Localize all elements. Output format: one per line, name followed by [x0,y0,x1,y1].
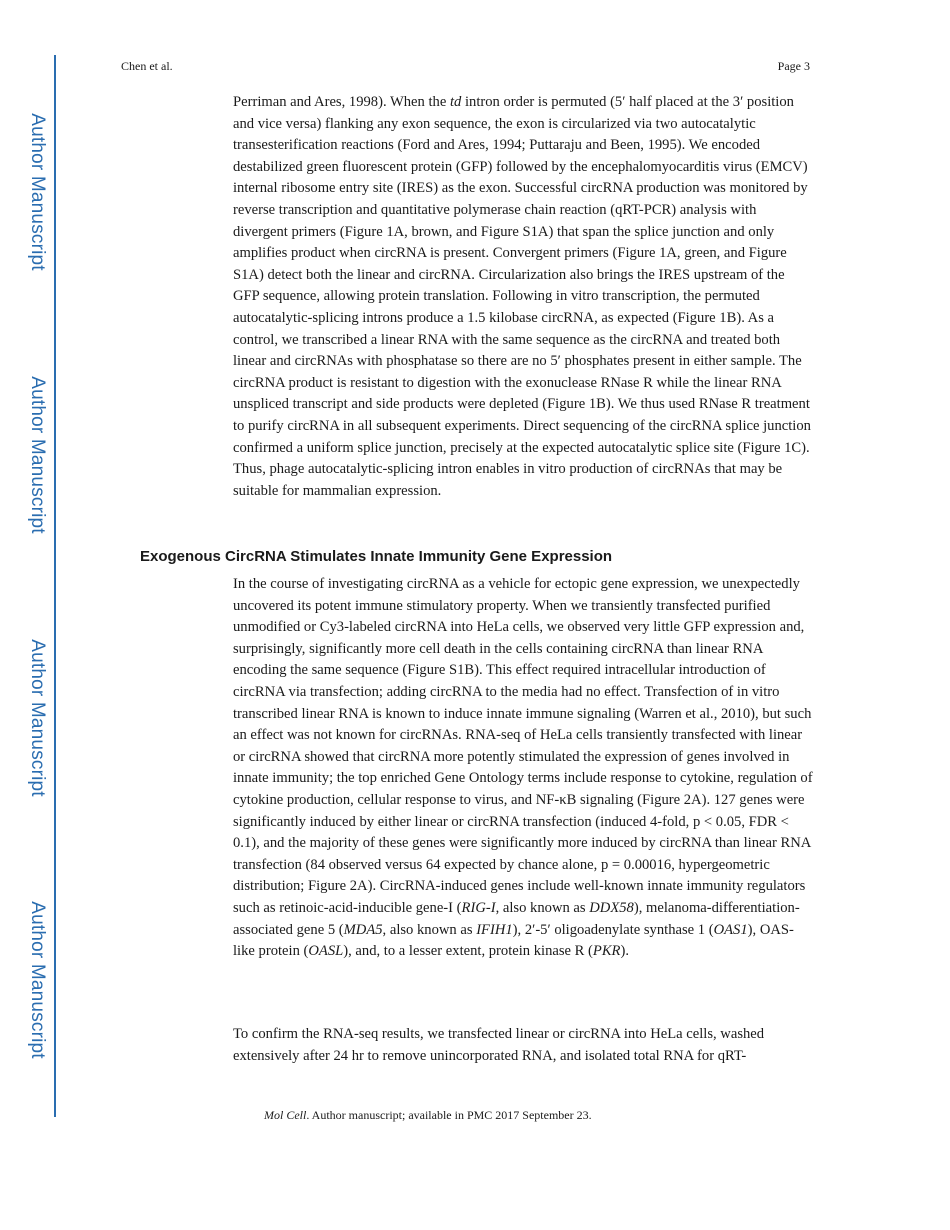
text-run: ). [620,943,629,960]
text-run: ), melanoma-differentiation-associated gene 5 ( [233,899,800,938]
gene-name: MDA5 [343,921,383,938]
gene-name: PKR [592,943,621,960]
running-head-author: Chen et al. [121,59,173,73]
sidebar-label-text: Author Manuscript [27,901,48,1059]
footer-note: . Author manuscript; available in PMC 2017 September 23. [306,1108,592,1122]
text-run: intron order is permuted (5′ half placed at the 3′ position and vice versa) flanking any exon sequence, the exon is circularized via two autocatalytic transesterification reactions (Ford and Ares, 1994; Puttaraju and Been, 1995). We encoded destabilized green fluorescent protein (GFP) followed by the encephalomyocarditis virus (EMCV) internal ribosome entry site (IRES) as the exon. Successful circRNA production was monitored by reverse transcription and quantitative polymerase chain reaction (qRT-PCR) analysis with divergent primers (Figure 1A, brown, and Figure S1A) that span the splice junction and only amplifies product when circRNA is present. Convergent primers (Figure 1A, green, and Figure S1A) detect both the linear and circRNA. Circularization also brings the IRES upstream of the GFP sequence, allowing protein translation. Following in vitro transcription, the permuted autocatalytic-splicing introns produce a 1.5 kilobase circRNA, as expected (Figure 1B). As a control, we transcribed a linear RNA with the same sequence as the circRNA and treated both linear and circRNAs with phosphatase so there are no 5′ phosphates present in either sample. The circRNA product is resistant to digestion with the exonuclease RNase R while the linear RNA unspliced transcript and side products were depleted (Figure 1B). We thus used RNase R treatment to purify circRNA in all subsequent experiments. Direct sequencing of the circRNA splice junction confirmed a uniform splice junction, precisely at the expected autocatalytic splice site (Figure 1C). Thus, phage autocatalytic-splicing intron enables in vitro production of circRNAs that may be suitable for mammalian expression. [233,94,811,499]
text-run: In the course of investigating circRNA as a vehicle for ectopic gene expression, we unexpectedly uncovered its potent immune stimulatory property. When we transiently transfected purified unmodified or Cy3-labeled circRNA into HeLa cells, we observed very little GFP expression and, surprisingly, significantly more cell death in the cells containing circRNA than linear RNA encoding the same sequence (Figure S1B). This effect required intracellular introduction of circRNA via transfection; adding circRNA to the media had no effect. Transfection of in vitro transcribed linear RNA is known to induce innate immune signaling (Warren et al., 2010), but such an effect was not known for circRNAs. RNA-seq of HeLa cells transiently transfected with linear or circRNA showed that circRNA more potently stimulated the expression of genes involved in innate immunity; the top enriched Gene Ontology terms include response to cytokine, regulation of cytokine production, cellular response to virus, and NF-κB signaling (Figure 2A). 127 genes were significantly induced by either linear or circRNA transfection (induced 4-fold, p < 0.05, FDR < 0.1), and the majority of these genes were significantly more induced by circRNA than linear RNA transfection (84 observed versus 64 expected by chance alone, p = 0.00016, hypergeometric distribution; Figure 2A). CircRNA-induced genes include well-known innate immunity regulators such as retinoic-acid-inducible gene-I ( [233,576,813,916]
text-run: Perriman and Ares, 1998). When the [233,94,450,110]
body-paragraph [233,92,813,502]
gene-name: DDX58 [589,899,634,916]
text-run: ), and, to a lesser extent, protein kinase R ( [343,943,593,960]
sidebar-label-text: Author Manuscript [27,376,48,534]
footer-citation [264,1108,592,1123]
italic-term: td [449,94,462,110]
journal-name: Mol Cell [264,1108,307,1122]
text-run: ), 2′-5′ oligoadenylate synthase 1 ( [512,921,714,938]
text-run: , also known as [382,921,477,938]
sidebar-rule [54,55,56,1117]
sidebar-label-text: Author Manuscript [27,639,48,797]
sidebar-label-text: Author Manuscript [27,113,48,271]
gene-name: RIG-I [461,899,496,916]
page-number: Page 3 [777,59,810,73]
gene-name: IFIH1 [476,921,513,938]
gene-name: OAS1 [713,921,748,938]
section-heading: Exogenous CircRNA Stimulates Innate Immunity Gene Expression [140,548,613,565]
gene-name: OASL [308,943,344,960]
text-run: , also known as [495,899,590,916]
body-paragraph: To confirm the RNA-seq results, we transfected linear or circRNA into HeLa cells, washed extensively after 24 hr to remove unincorporated RNA, and isolated total RNA for qRT- [233,1026,765,1064]
text-run: ), OAS-like protein ( [233,921,794,960]
body-paragraph [233,574,813,963]
